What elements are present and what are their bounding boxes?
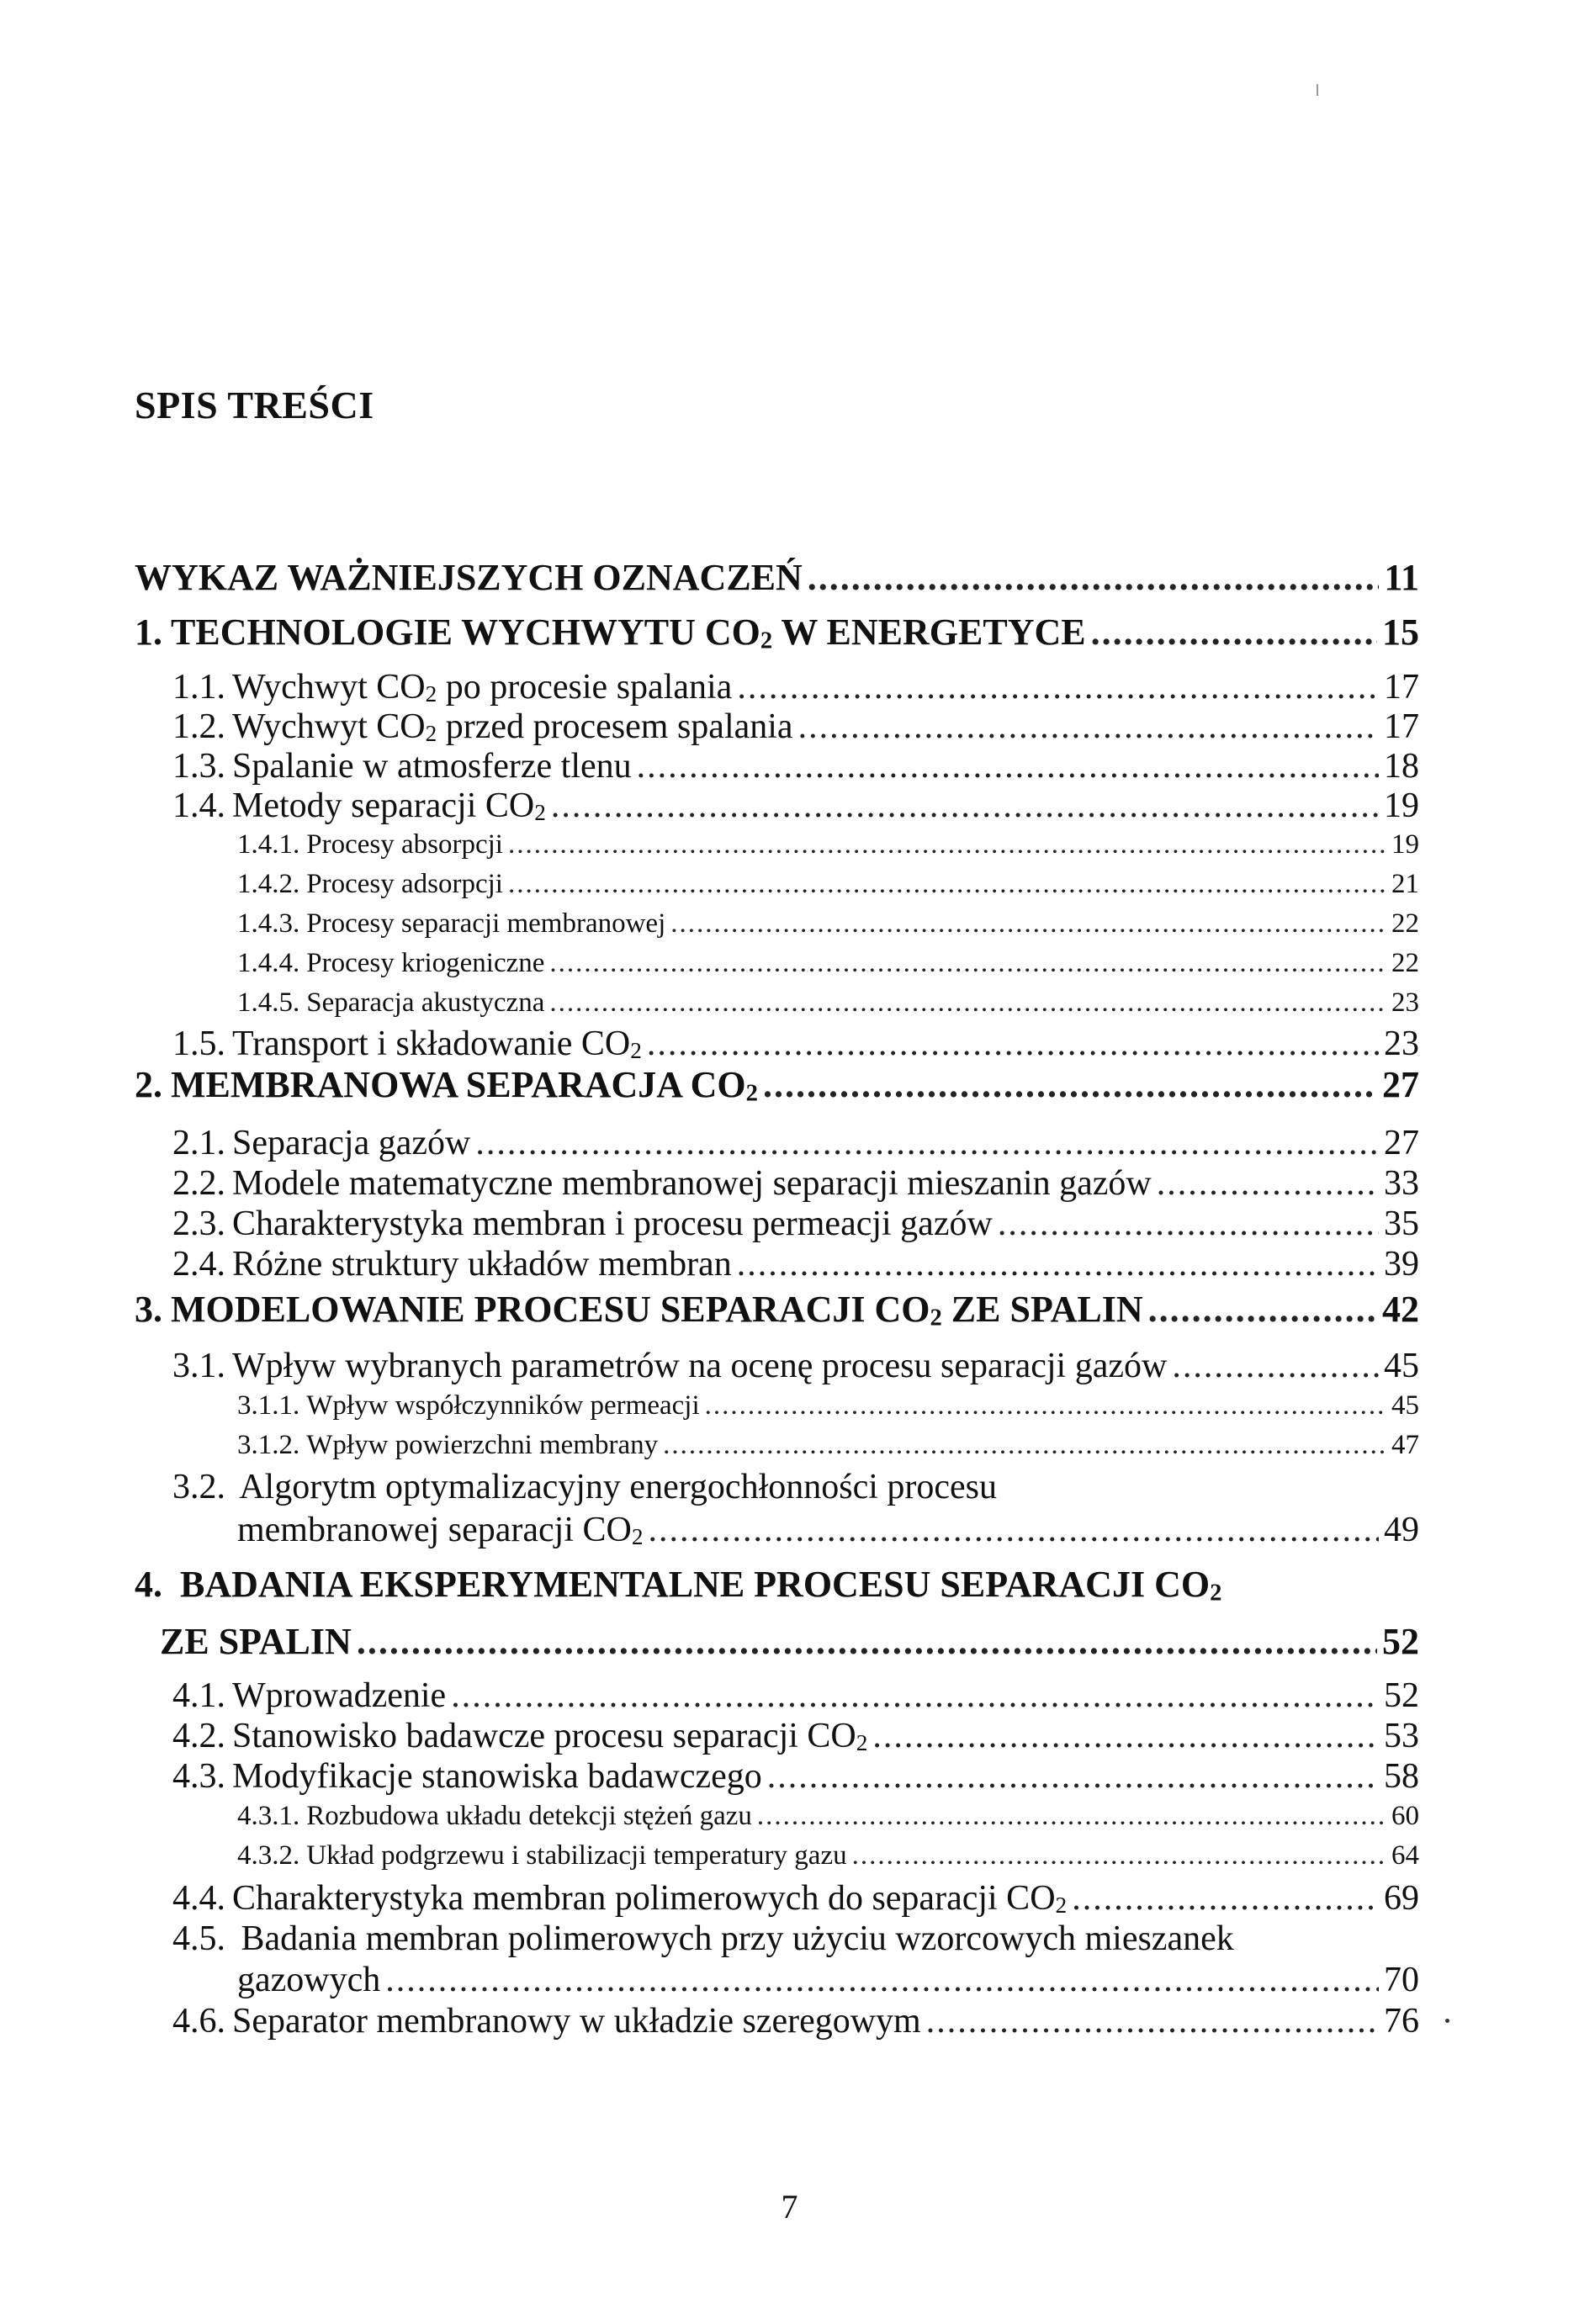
- page-title: SPIS TREŚCI: [135, 384, 374, 426]
- toc-entry-title: Różne struktury układów membran: [232, 1245, 732, 1284]
- toc-leader-dots: [1072, 1881, 1379, 1916]
- toc-entry: [172, 788, 1419, 824]
- toc-entry-title: Wpływ wybranych parametrów na ocenę procesu separacji gazów: [232, 1347, 1168, 1385]
- toc-entry: [172, 1206, 1419, 1241]
- toc-entry-title: MEMBRANOWA SEPARACJA $CO_2$: [171, 1064, 758, 1107]
- toc-leader-dots: [1091, 614, 1377, 651]
- toc-leader-dots: [451, 1678, 1379, 1713]
- toc-leader-dots: [551, 788, 1379, 823]
- toc-entry: [237, 950, 1419, 977]
- toc-entry-continuation: [237, 1512, 1419, 1548]
- toc-leader-dots: [767, 1759, 1379, 1794]
- toc-entry-page: 19: [1391, 829, 1419, 860]
- toc-entry-number: 1.4.1.: [237, 829, 300, 860]
- toc-entry: [172, 1026, 1419, 1062]
- toc-entry-number: 4.3.: [172, 1757, 225, 1796]
- toc-entry-number: 3.: [135, 1289, 162, 1330]
- toc-entry: [237, 1842, 1419, 1870]
- toc-entry: [172, 749, 1419, 784]
- toc-entry: [135, 1566, 1221, 1606]
- toc-leader-dots: [647, 1026, 1379, 1061]
- toc-entry-title: Wpływ współczynników permeacji: [306, 1390, 700, 1421]
- toc-leader-dots: [475, 1125, 1379, 1161]
- toc-entry-page: 22: [1391, 908, 1419, 939]
- toc-entry-number: 1.4.4.: [237, 948, 300, 978]
- toc-entry-number: 4.3.1.: [237, 1801, 300, 1831]
- toc-leader-dots: [808, 559, 1380, 596]
- toc-entry-number: 3.1.1.: [237, 1390, 300, 1421]
- toc-entry-page: 19: [1384, 786, 1419, 825]
- toc-leader-dots: [385, 1962, 1379, 1998]
- toc-entry-page: 52: [1382, 1621, 1419, 1662]
- toc-entry-title: Stanowisko badawcze procesu separacji $CO_2$: [232, 1717, 868, 1756]
- toc-entry-page: 33: [1384, 1164, 1419, 1203]
- toc-leader-dots: [998, 1206, 1379, 1241]
- toc-entry: [237, 1803, 1419, 1830]
- toc-entry-page: 35: [1384, 1204, 1419, 1243]
- toc-leader-dots: [1148, 1291, 1377, 1328]
- toc-entry-title: Algorytm optymalizacyjny energochłonności procesu: [239, 1468, 998, 1506]
- toc-entry-number: 1.4.2.: [237, 869, 300, 899]
- toc-entry-number: 1.5.: [172, 1024, 225, 1063]
- toc-leader-dots: [763, 1067, 1377, 1104]
- toc-entry: [135, 559, 1419, 596]
- toc-entry: [172, 670, 1419, 706]
- toc-entry-number: 1.4.5.: [237, 987, 300, 1018]
- toc-entry-page: 52: [1384, 1676, 1419, 1715]
- toc-entry-number: 3.1.: [172, 1347, 225, 1385]
- toc-entry-number: 1.1.: [172, 668, 225, 707]
- toc-entry-title: Charakterystyka membran polimerowych do separacji $CO_2$: [232, 1879, 1068, 1919]
- toc-entry-title: Wychwyt $CO_2$ przed procesem spalania: [232, 707, 793, 747]
- toc-entry-number: 4.2.: [172, 1717, 225, 1755]
- toc-entry-page: 11: [1384, 557, 1419, 598]
- toc-entry: [172, 1166, 1419, 1201]
- page-number: 7: [781, 2188, 798, 2226]
- toc-entry-number: 1.4.3.: [237, 908, 300, 939]
- toc-entry-page: 39: [1384, 1245, 1419, 1284]
- toc-entry: [237, 1392, 1419, 1420]
- toc-entry: [172, 1469, 997, 1505]
- toc-entry-title: Modyfikacje stanowiska badawczego: [232, 1757, 762, 1796]
- toc-leader-dots: [508, 831, 1386, 859]
- toc-entry-title: Procesy separacji membranowej: [306, 908, 666, 939]
- toc-entry: [172, 709, 1419, 745]
- toc-entry-title: gazowych: [237, 1961, 381, 1999]
- toc-entry-page: 21: [1391, 869, 1419, 899]
- toc-entry-number: 1.: [135, 611, 162, 653]
- toc-leader-dots: [549, 950, 1386, 977]
- toc-entry-page: 60: [1391, 1801, 1419, 1831]
- toc-entry-page: 58: [1384, 1757, 1419, 1796]
- toc-entry-title: Modele matematyczne membranowej separacji mieszanin gazów: [232, 1164, 1152, 1203]
- toc-entry-number: 2.3.: [172, 1204, 225, 1243]
- toc-entry-number: 4.3.2.: [237, 1840, 300, 1871]
- toc-entry-title: Metody separacji $CO_2$: [232, 786, 546, 826]
- toc-entry-number: 4.: [135, 1564, 162, 1605]
- toc-entry-title: Procesy absorpcji: [306, 829, 503, 860]
- toc-entry-title: Układ podgrzewu i stabilizacji temperatury gazu: [306, 1840, 847, 1871]
- toc-entry-title: Procesy kriogeniczne: [306, 948, 545, 978]
- toc-entry: [172, 1125, 1419, 1161]
- toc-leader-dots: [926, 2004, 1379, 2039]
- toc-leader-dots: [757, 1803, 1386, 1830]
- toc-entry-title: Separacja gazów: [232, 1124, 471, 1162]
- toc-entry: [172, 1247, 1419, 1282]
- toc-entry-title: Transport i składowanie $CO_2$: [232, 1024, 642, 1064]
- toc-entry-number: 2.2.: [172, 1164, 225, 1203]
- toc-entry-title: Wprowadzenie: [232, 1676, 447, 1715]
- toc-entry-continuation: [237, 1962, 1419, 1998]
- toc-entry-title: ZE SPALIN: [160, 1621, 352, 1662]
- toc-entry-number: 4.1.: [172, 1676, 225, 1715]
- toc-entry-page: 17: [1384, 707, 1419, 746]
- toc-leader-dots: [357, 1623, 1377, 1660]
- toc-leader-dots: [1172, 1348, 1379, 1384]
- toc-entry-title: MODELOWANIE PROCESU SEPARACJI $CO_2$ ZE SPALIN: [171, 1289, 1143, 1331]
- toc-entry-number: 4.4.: [172, 1879, 225, 1918]
- toc-leader-dots: [852, 1842, 1386, 1870]
- toc-entry-number: 1.2.: [172, 707, 225, 746]
- toc-entry-title: membranowej separacji $CO_2$: [237, 1511, 644, 1550]
- toc-entry-page: 53: [1384, 1717, 1419, 1755]
- toc-entry-number: 4.6.: [172, 2002, 225, 2041]
- toc-entry: [172, 2004, 1419, 2039]
- toc-entry-number: 2.1.: [172, 1124, 225, 1162]
- toc-entry-title: Wychwyt $CO_2$ po procesie spalania: [232, 668, 733, 707]
- toc-leader-dots: [1157, 1166, 1379, 1201]
- toc-entry: [172, 1921, 1234, 1956]
- toc-leader-dots: [737, 1247, 1379, 1282]
- toc-entry: [172, 1759, 1419, 1794]
- toc-entry-page: 45: [1391, 1390, 1419, 1421]
- toc-entry-title: Badania membran polimerowych przy użyciu wzorcowych mieszanek: [241, 1919, 1234, 1958]
- toc-entry: [172, 1678, 1419, 1713]
- toc-entry-page: 45: [1384, 1347, 1419, 1385]
- toc-entry-continuation: [160, 1623, 1419, 1660]
- toc-entry-title: BADANIA EKSPERYMENTALNE PROCESU SEPARACJI $CO_2$: [180, 1564, 1222, 1607]
- toc-entry-page: 15: [1382, 611, 1419, 653]
- toc-entry-title: Procesy adsorpcji: [306, 869, 503, 899]
- toc-leader-dots: [637, 749, 1379, 784]
- toc-entry-page: 70: [1384, 1961, 1419, 1999]
- toc-entry-page: 27: [1384, 1124, 1419, 1162]
- toc-leader-dots: [798, 709, 1379, 744]
- toc-entry: [135, 611, 1419, 654]
- toc-leader-dots: [872, 1718, 1379, 1754]
- toc-entry-title: TECHNOLOGIE WYCHWYTU $CO_2$ W ENERGETYCE: [171, 611, 1086, 654]
- toc-entry-title: WYKAZ WAŻNIEJSZYCH OZNACZEŃ: [135, 557, 803, 598]
- toc-entry-number: 3.2.: [172, 1468, 225, 1506]
- toc-entry: [237, 871, 1419, 898]
- toc-entry-page: 23: [1391, 987, 1419, 1018]
- toc-entry-title: Rozbudowa układu detekcji stężeń gazu: [306, 1801, 752, 1831]
- toc-entry: [237, 910, 1419, 938]
- toc-entry: [237, 831, 1419, 859]
- toc-entry-page: 64: [1391, 1840, 1419, 1871]
- toc-leader-dots: [737, 670, 1379, 705]
- toc-leader-dots: [508, 871, 1386, 898]
- toc-leader-dots: [549, 989, 1386, 1017]
- toc-entry: [172, 1348, 1419, 1384]
- toc-entry-page: 17: [1384, 668, 1419, 707]
- toc-entry-page: 69: [1384, 1879, 1419, 1918]
- toc-entry: [237, 1432, 1419, 1459]
- toc-entry-number: 2.: [135, 1064, 162, 1105]
- toc-entry-title: Separator membranowy w układzie szeregowym: [232, 2002, 921, 2041]
- toc-entry-page: 76: [1384, 2002, 1419, 2041]
- toc-entry: [172, 1881, 1419, 1917]
- toc-entry-number: 3.1.2.: [237, 1430, 300, 1460]
- toc-entry: [135, 1291, 1419, 1331]
- toc-leader-dots: [649, 1512, 1380, 1548]
- toc-entry-page: 23: [1384, 1024, 1419, 1063]
- toc-entry-page: 18: [1384, 747, 1419, 786]
- toc-entry-page: 22: [1391, 948, 1419, 978]
- toc-entry-title: Wpływ powierzchni membrany: [306, 1430, 659, 1460]
- toc-entry-number: 1.4.: [172, 786, 225, 825]
- toc-entry-page: 27: [1382, 1064, 1419, 1105]
- toc-entry-page: 49: [1384, 1511, 1419, 1549]
- toc-entry: [135, 1064, 1419, 1107]
- toc-entry-page: 47: [1391, 1430, 1419, 1460]
- toc-entry-title: Separacja akustyczna: [306, 987, 545, 1018]
- toc-entry-number: 2.4.: [172, 1245, 225, 1284]
- toc-leader-dots: [705, 1392, 1386, 1420]
- toc-leader-dots: [670, 910, 1386, 938]
- toc-leader-dots: [663, 1432, 1386, 1459]
- toc-entry-number: 4.5.: [172, 1919, 225, 1958]
- toc-entry-number: 1.3.: [172, 747, 225, 786]
- toc-entry: [172, 1718, 1419, 1755]
- toc-entry-title: Charakterystyka membran i procesu permeacji gazów: [232, 1204, 993, 1243]
- toc-entry: [237, 989, 1419, 1017]
- toc-entry-title: Spalanie w atmosferze tlenu: [232, 747, 632, 786]
- toc-entry-page: 42: [1382, 1289, 1419, 1330]
